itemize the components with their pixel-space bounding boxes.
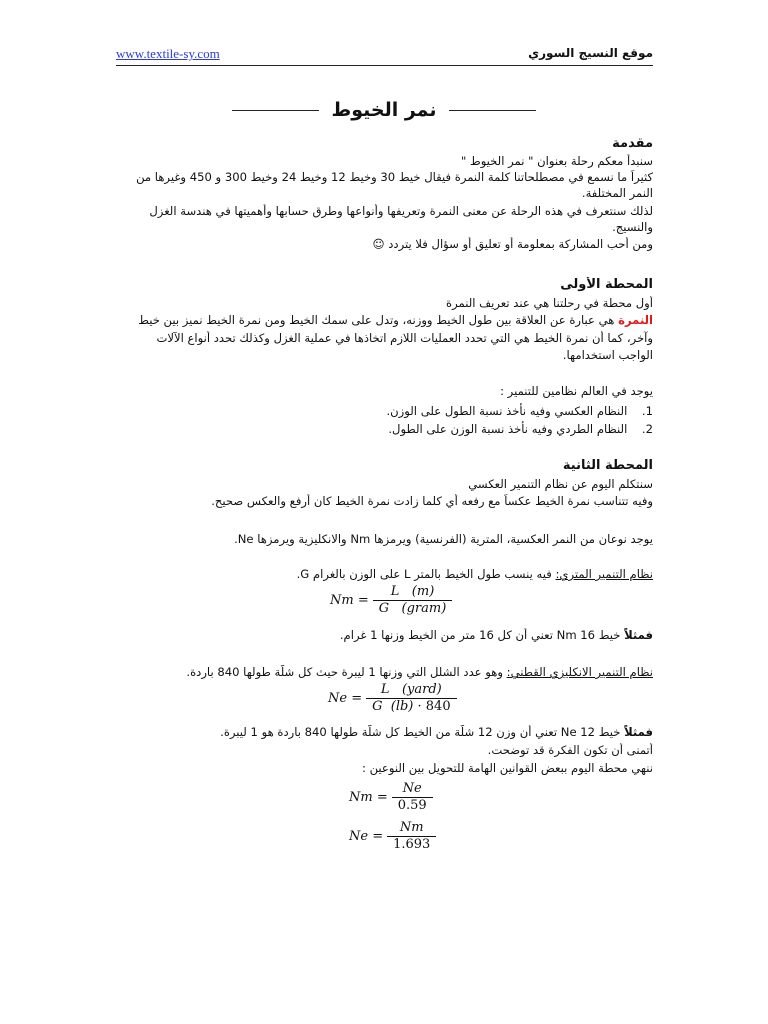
station1-line: وآخر، كما أن نمرة الخيط هي التي تحدد العمليات اللازم اتخاذها في عملية الغزل وكذلك تحدد أنواع الآلات xyxy=(156,331,653,345)
numerator: Ne xyxy=(402,781,422,796)
formula-lhs: Ne = xyxy=(328,691,363,706)
intro-line: والنسيج. xyxy=(612,220,653,234)
list-number: 1. xyxy=(641,404,653,418)
list-number: 2. xyxy=(641,422,653,436)
intro-heading: مقدمة xyxy=(612,136,653,151)
fraction xyxy=(387,820,436,853)
example-2 xyxy=(116,725,653,740)
formula-lhs: Nm = xyxy=(330,593,369,608)
numerator xyxy=(385,584,441,600)
example-text: خيط Ne 12 تعني أن وزن 12 شلّة من الخيط كل شلّة طولها 840 باردة هو 1 ليبرة. xyxy=(220,725,625,739)
systems-intro: يوجد في العالم نظامين للتنمير : xyxy=(500,384,653,398)
denominator: 0.59 xyxy=(392,797,433,814)
denominator-tail: · 840 xyxy=(417,699,451,714)
numerator: Nm xyxy=(399,820,424,835)
page-title: نمر الخيوط xyxy=(331,99,437,121)
station2-line: أتمنى أن تكون الفكرة قد توضحت. xyxy=(487,743,653,757)
list-text: النظام العكسي وفيه نأخذ نسبة الطول على الوزن. xyxy=(386,404,628,418)
station1-line: أول محطة في رحلتنا هي عند تعريف النمرة xyxy=(446,296,653,310)
intro-line: سنبدأ معكم رحلة بعنوان " نمر الخيوط " xyxy=(460,154,653,168)
page-header xyxy=(116,46,653,66)
fraction xyxy=(366,682,457,715)
intro-line: كثيراً ما نسمع في مصطلحاتنا كلمة النمرة فيقال خيط 30 وخيط 12 وخيط 24 وخيط 300 و 450 وغيرها من xyxy=(136,170,653,184)
station2-line: وفيه تتناسب نمرة الخيط عكساً مع رفعه أي كلما زادت نمرة الخيط كان أرفع والعكس صحيح. xyxy=(211,494,653,508)
nm-formula xyxy=(330,584,452,617)
metric-text: فيه ينسب طول الخيط بالمتر L على الوزن بالغرام G. xyxy=(296,567,556,581)
denominator-symbol: G xyxy=(372,699,383,714)
intro-line: النمر المختلفة. xyxy=(581,186,653,200)
metric-system xyxy=(116,567,653,582)
list-text: النظام الطردي وفيه نأخذ نسبة الوزن على الطول. xyxy=(388,422,628,436)
denominator-unit: (lb) xyxy=(390,699,414,714)
station1-line: الواجب استخدامها. xyxy=(562,348,653,362)
list-item xyxy=(116,404,653,419)
numerator-unit: (yard) xyxy=(401,682,442,697)
denominator-unit: (gram) xyxy=(401,601,447,616)
station2-line: ننهي محطة اليوم ببعض القوانين الهامة للتحويل بين النوعين : xyxy=(362,761,653,775)
conversion-formula-ne xyxy=(349,820,436,853)
example-label: فمثلاً xyxy=(624,628,653,642)
numerator-unit: (m) xyxy=(411,584,435,599)
station1-definition xyxy=(116,313,653,328)
definition-text: هي عبارة عن العلاقة بين طول الخيط ووزنه، وتدل على سمك الخيط ومن نمرة الخيط نميز بين خيط xyxy=(138,313,619,327)
numerator xyxy=(375,682,448,698)
example-text: خيط Nm 16 تعني أن كل 16 متر من الخيط وزنها 1 غرام. xyxy=(339,628,625,642)
station2-line: سنتكلم اليوم عن نظام التنمير العكسي xyxy=(468,477,653,491)
station2-heading: المحطة الثانية xyxy=(562,458,653,473)
english-text: وهو عدد الشلل التي وزنها 1 ليبرة حيث كل شلّة طولها 840 باردة. xyxy=(186,665,507,679)
title-rule-right xyxy=(449,110,536,111)
conversion-formula-nm xyxy=(349,781,433,814)
denominator xyxy=(366,698,457,715)
station2-line: يوجد نوعان من النمر العكسية، المترية (الفرنسية) ويرمزها Nm والانكليزية ويرمزها Ne. xyxy=(234,532,653,546)
site-link[interactable]: www.textile-sy.com xyxy=(116,46,220,61)
formula-lhs: Nm = xyxy=(349,790,388,805)
fraction xyxy=(373,584,453,617)
title-row xyxy=(232,98,536,122)
denominator-symbol: G xyxy=(378,601,390,616)
intro-line: ومن أحب المشاركة بمعلومة أو تعليق أو سؤال فلا يتردد ☺ xyxy=(372,237,653,251)
example-label: فمثلاً xyxy=(624,725,653,739)
intro-line: لذلك سنتعرف في هذه الرحلة عن معنى النمرة وتعريفها وأنواعها وطرق حسابها وأهميتها في هندسة الغزل xyxy=(149,204,653,218)
denominator xyxy=(373,600,453,617)
definition-term: النمرة xyxy=(618,313,653,327)
metric-label: نظام التنمير المتري: xyxy=(555,567,653,581)
site-name: موقع النسيج السوري xyxy=(528,46,653,60)
formula-lhs: Ne = xyxy=(349,829,384,844)
numerator-symbol: L xyxy=(390,584,400,599)
english-system xyxy=(116,665,653,680)
numerator-symbol: L xyxy=(380,682,390,697)
list-item xyxy=(116,422,653,437)
station1-heading: المحطة الأولى xyxy=(560,277,653,292)
denominator: 1.693 xyxy=(387,836,436,853)
english-label: نظام التنمير الانكليزي القطني: xyxy=(506,665,653,679)
fraction xyxy=(392,781,433,814)
example-1 xyxy=(116,628,653,643)
ne-formula xyxy=(328,682,457,715)
title-rule-left xyxy=(232,110,319,111)
